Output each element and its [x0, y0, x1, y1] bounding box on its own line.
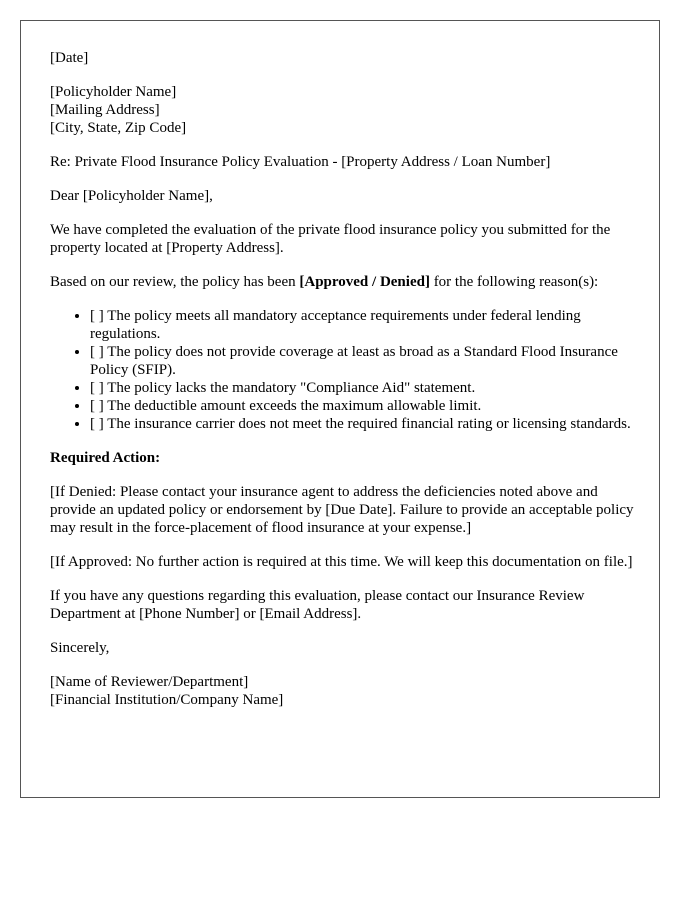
- review-paragraph: [50, 273, 640, 291]
- if-approved-paragraph: [If Approved: No further action is required at this time. We will keep this documentation on file.]: [50, 554, 633, 570]
- review-text-before: Based on our review, the policy has been: [50, 274, 300, 290]
- required-action-label: Required Action:: [50, 450, 161, 466]
- reason-item: • [ ] The deductible amount exceeds the maximum allowable limit.: [90, 397, 640, 415]
- subject-line: Re: Private Flood Insurance Policy Evaluation - [Property Address / Loan Number]: [50, 154, 551, 170]
- recipient-name: [Policyholder Name]: [50, 84, 177, 100]
- reason-item: • [ ] The policy does not provide coverage at least as broad as a Standard Flood Insurance Policy (SFIP).: [90, 343, 640, 379]
- reasons-list: [50, 307, 640, 433]
- closing: Sincerely,: [50, 640, 110, 656]
- signature-company: [Financial Institution/Company Name]: [50, 692, 284, 708]
- salutation: Dear [Policyholder Name],: [50, 188, 213, 204]
- required-action-heading: [50, 449, 640, 467]
- letter-date: [Date]: [50, 50, 89, 66]
- review-text-after: for the following reason(s):: [429, 274, 599, 290]
- letter-body: [50, 49, 640, 725]
- reason-item: • [ ] The insurance carrier does not meet the required financial rating or licensing standards.: [90, 415, 640, 433]
- reason-item: • [ ] The policy lacks the mandatory "Compliance Aid" statement.: [90, 379, 640, 397]
- reason-item: • [ ] The policy meets all mandatory acceptance requirements under federal lending regulations.: [90, 307, 640, 343]
- signature-reviewer: [Name of Reviewer/Department]: [50, 674, 249, 690]
- if-denied-paragraph: [If Denied: Please contact your insurance agent to address the deficiencies noted above and provide an updated policy or endorsement by [Due Date]. Failure to provide an acceptable policy may result in the force-placement of flood insurance at your expense.]: [50, 484, 634, 536]
- recipient-address: [Mailing Address]: [50, 102, 160, 118]
- review-status: [Approved / Denied]: [299, 274, 430, 290]
- contact-paragraph: If you have any questions regarding this evaluation, please contact our Insurance Review Department at [Phone Number] or [Email Address].: [50, 588, 585, 622]
- signature-block: [50, 673, 640, 709]
- recipient-block: [50, 83, 640, 137]
- letter-frame: [20, 20, 660, 798]
- recipient-city-state-zip: [City, State, Zip Code]: [50, 120, 187, 136]
- intro-paragraph: We have completed the evaluation of the private flood insurance policy you submitted for the property located at [Property Address].: [50, 222, 611, 256]
